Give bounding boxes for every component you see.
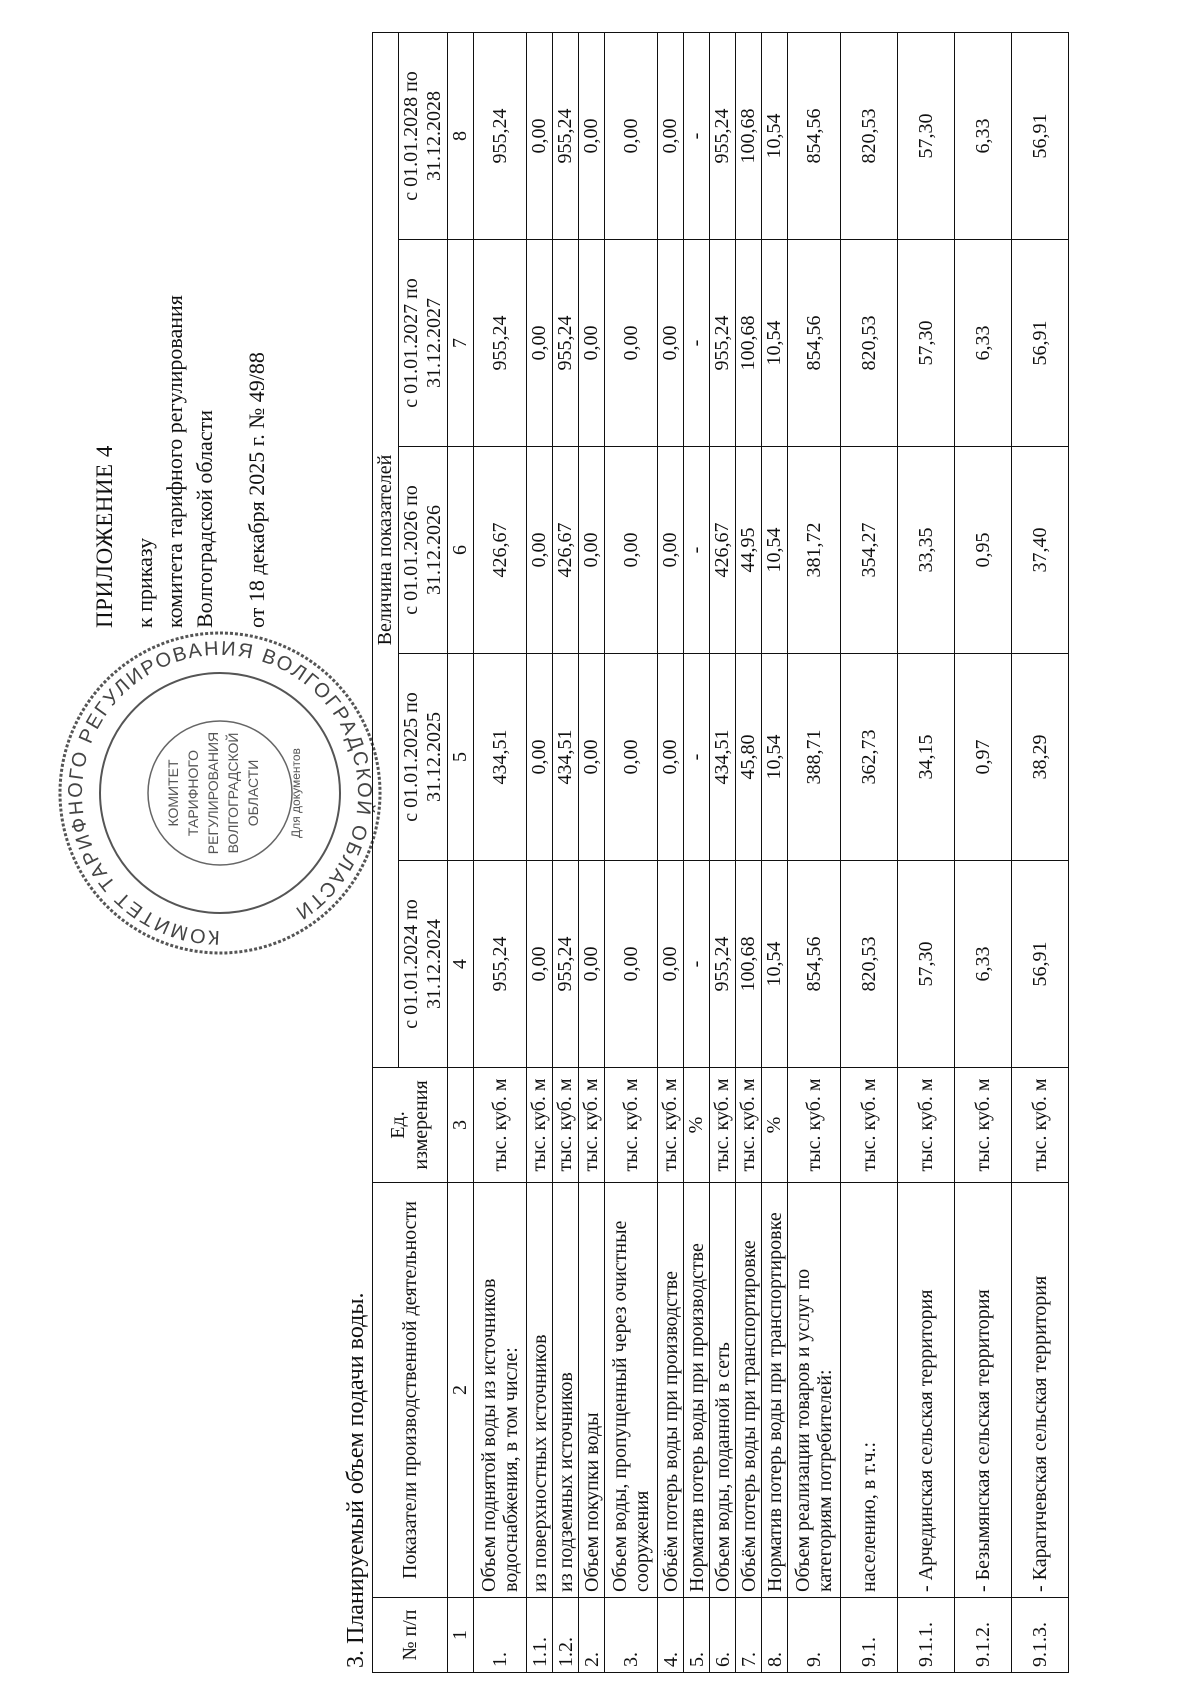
row-number: 9. xyxy=(788,1598,841,1673)
row-value: 426,67 xyxy=(553,447,579,654)
row-number: 9.1.2. xyxy=(955,1598,1012,1673)
document-header xyxy=(90,68,272,628)
row-value: 0,00 xyxy=(605,32,658,239)
row-indicator: Объем реализации товаров и услуг по категориям потребителей: xyxy=(788,1183,841,1598)
row-value: 10,54 xyxy=(762,32,788,239)
table-row xyxy=(841,32,898,1672)
row-indicator: из поверхностных источников xyxy=(527,1183,553,1598)
header-period-4: с 01.01.2027 по 31.12.2027 xyxy=(399,240,448,447)
seal-inner-4: ВОЛГОГРАДСКОЙ xyxy=(225,732,241,854)
col-number: 3 xyxy=(448,1068,474,1183)
row-value: 955,24 xyxy=(710,861,736,1068)
row-value: 57,30 xyxy=(898,861,955,1068)
row-number: 8. xyxy=(762,1598,788,1673)
row-value: 0,95 xyxy=(955,447,1012,654)
header-period-3: с 01.01.2026 по 31.12.2026 xyxy=(399,447,448,654)
row-value: 854,56 xyxy=(788,240,841,447)
row-value: 820,53 xyxy=(841,861,898,1068)
header-values-group: Величина показателей xyxy=(373,32,399,1067)
col-number: 1 xyxy=(448,1598,474,1673)
order-line-2: комитета тарифного регулирования xyxy=(162,295,187,628)
table-row xyxy=(527,32,553,1672)
row-value: 6,33 xyxy=(955,861,1012,1068)
table-row xyxy=(605,32,658,1672)
row-value: 33,35 xyxy=(898,447,955,654)
row-unit: тыс. куб. м xyxy=(527,1068,553,1183)
seal-inner-6: Для документов xyxy=(289,748,303,838)
row-value: 34,15 xyxy=(898,654,955,861)
row-number: 2. xyxy=(579,1598,605,1673)
header-indicator: Показатели производственной деятельности xyxy=(373,1183,448,1598)
row-value: 0,00 xyxy=(579,32,605,239)
row-value: 362,73 xyxy=(841,654,898,861)
row-value: 100,68 xyxy=(736,32,762,239)
row-value: 426,67 xyxy=(474,447,527,654)
row-value: 0,00 xyxy=(579,861,605,1068)
row-value: 0,00 xyxy=(527,447,553,654)
row-unit: тыс. куб. м xyxy=(658,1068,684,1183)
row-number: 1.1. xyxy=(527,1598,553,1673)
row-number: 3. xyxy=(605,1598,658,1673)
row-number: 5. xyxy=(684,1598,710,1673)
row-value: 955,24 xyxy=(553,32,579,239)
row-value: 854,56 xyxy=(788,32,841,239)
header-period-1: с 01.01.2024 по 31.12.2024 xyxy=(399,861,448,1068)
row-value: 388,71 xyxy=(788,654,841,861)
header-num: № п/п xyxy=(373,1598,448,1673)
row-value: 854,56 xyxy=(788,861,841,1068)
row-value: 955,24 xyxy=(553,861,579,1068)
row-indicator: - Арчединская сельская территория xyxy=(898,1183,955,1598)
row-unit: тыс. куб. м xyxy=(955,1068,1012,1183)
row-number: 7. xyxy=(736,1598,762,1673)
seal-inner-3: РЕГУЛИРОВАНИЯ xyxy=(205,731,221,855)
row-number: 4. xyxy=(658,1598,684,1673)
table-row xyxy=(898,32,955,1672)
row-value: 0,00 xyxy=(658,861,684,1068)
row-number: 1. xyxy=(474,1598,527,1673)
column-numbers-row xyxy=(448,32,474,1672)
header-period-2: с 01.01.2025 по 31.12.2025 xyxy=(399,654,448,861)
table-row xyxy=(684,32,710,1672)
row-value: 955,24 xyxy=(474,32,527,239)
row-value: 57,30 xyxy=(898,32,955,239)
row-value: 0,00 xyxy=(527,861,553,1068)
row-value: - xyxy=(684,32,710,239)
order-line-3: Волгоградской области xyxy=(192,410,217,628)
table-row xyxy=(788,32,841,1672)
col-number: 8 xyxy=(448,32,474,239)
col-number: 6 xyxy=(448,447,474,654)
row-value: 10,54 xyxy=(762,447,788,654)
row-value: 955,24 xyxy=(553,240,579,447)
seal-inner-2: ТАРИФНОГО xyxy=(185,749,201,837)
row-value: 56,91 xyxy=(1012,32,1069,239)
row-value: 100,68 xyxy=(736,861,762,1068)
row-unit: тыс. куб. м xyxy=(736,1068,762,1183)
row-value: 37,40 xyxy=(1012,447,1069,654)
row-unit: % xyxy=(762,1068,788,1183)
row-value: 0,00 xyxy=(579,447,605,654)
row-value: 955,24 xyxy=(710,240,736,447)
row-indicator: Объём потерь воды при производстве xyxy=(658,1183,684,1598)
row-value: 381,72 xyxy=(788,447,841,654)
row-value: 955,24 xyxy=(474,240,527,447)
row-value: 434,51 xyxy=(474,654,527,861)
row-value: 10,54 xyxy=(762,861,788,1068)
row-number: 9.1.3. xyxy=(1012,1598,1069,1673)
row-value: 0,00 xyxy=(605,447,658,654)
row-value: 434,51 xyxy=(710,654,736,861)
col-number: 4 xyxy=(448,861,474,1068)
header-row-1 xyxy=(373,32,399,1672)
row-indicator: Объем покупки воды xyxy=(579,1183,605,1598)
row-indicator: - Безымянская сельская территория xyxy=(955,1183,1012,1598)
row-value: 56,91 xyxy=(1012,240,1069,447)
row-value: 0,00 xyxy=(579,654,605,861)
row-value: 820,53 xyxy=(841,32,898,239)
row-number: 9.1.1. xyxy=(898,1598,955,1673)
table-row xyxy=(579,32,605,1672)
row-unit: тыс. куб. м xyxy=(605,1068,658,1183)
row-value: - xyxy=(684,447,710,654)
row-indicator: Объем воды, пропущенный через очистные сооружения xyxy=(605,1183,658,1598)
col-number: 7 xyxy=(448,240,474,447)
row-value: 0,00 xyxy=(527,32,553,239)
row-value: 0,00 xyxy=(605,861,658,1068)
table-row xyxy=(955,32,1012,1672)
row-unit: % xyxy=(684,1068,710,1183)
row-indicator: Норматив потерь воды при производстве xyxy=(684,1183,710,1598)
row-value: 0,00 xyxy=(527,240,553,447)
table-row xyxy=(736,32,762,1672)
row-value: 0,00 xyxy=(605,240,658,447)
table-row xyxy=(1012,32,1069,1672)
row-value: 0,00 xyxy=(579,240,605,447)
table-body xyxy=(474,32,1069,1672)
row-unit: тыс. куб. м xyxy=(898,1068,955,1183)
row-value: - xyxy=(684,861,710,1068)
table-row xyxy=(762,32,788,1672)
row-number: 9.1. xyxy=(841,1598,898,1673)
appendix-title: ПРИЛОЖЕНИЕ 4 xyxy=(92,445,117,628)
row-value: 6,33 xyxy=(955,240,1012,447)
row-value: 0,00 xyxy=(658,32,684,239)
row-unit: тыс. куб. м xyxy=(710,1068,736,1183)
seal-outer-text: КОМИТЕТ ТАРИФНОГО РЕГУЛИРОВАНИЯ ВОЛГОГРАДСКОЙ ОБЛАСТИ xyxy=(64,637,376,949)
table-row xyxy=(710,32,736,1672)
row-value: 0,97 xyxy=(955,654,1012,861)
row-number: 6. xyxy=(710,1598,736,1673)
row-value: 0,00 xyxy=(658,654,684,861)
row-unit: тыс. куб. м xyxy=(553,1068,579,1183)
row-value: 820,53 xyxy=(841,240,898,447)
row-value: 955,24 xyxy=(710,32,736,239)
row-value: 38,29 xyxy=(1012,654,1069,861)
row-value: 0,00 xyxy=(658,240,684,447)
row-value: 0,00 xyxy=(605,654,658,861)
header-unit: Ед. измерения xyxy=(373,1068,448,1183)
col-number: 2 xyxy=(448,1183,474,1598)
row-value: - xyxy=(684,240,710,447)
row-indicator: - Карагичевская сельская территория xyxy=(1012,1183,1069,1598)
table-row xyxy=(474,32,527,1672)
row-value: 6,33 xyxy=(955,32,1012,239)
row-value: 434,51 xyxy=(553,654,579,861)
row-unit: тыс. куб. м xyxy=(579,1068,605,1183)
order-line-1: к приказу xyxy=(132,537,157,628)
col-number: 5 xyxy=(448,654,474,861)
row-value: 45,80 xyxy=(736,654,762,861)
seal-graphic xyxy=(50,623,390,963)
row-indicator: Объём потерь воды при транспортировке xyxy=(736,1183,762,1598)
row-number: 1.2. xyxy=(553,1598,579,1673)
official-seal xyxy=(50,623,390,963)
row-unit: тыс. куб. м xyxy=(474,1068,527,1183)
seal-inner-5: ОБЛАСТИ xyxy=(245,759,261,827)
row-value: 56,91 xyxy=(1012,861,1069,1068)
header-period-5: с 01.01.2028 по 31.12.2028 xyxy=(399,32,448,239)
row-value: 426,67 xyxy=(710,447,736,654)
row-unit: тыс. куб. м xyxy=(841,1068,898,1183)
row-value: 354,27 xyxy=(841,447,898,654)
section-title: 3. Планируемый объем подачи воды. xyxy=(343,1292,369,1668)
row-value: - xyxy=(684,654,710,861)
table-row xyxy=(553,32,579,1672)
water-supply-table xyxy=(372,32,1069,1673)
row-value: 0,00 xyxy=(658,447,684,654)
table-row xyxy=(658,32,684,1672)
row-value: 0,00 xyxy=(527,654,553,861)
order-date: от 18 декабря 2025 г. № 49/88 xyxy=(244,352,269,628)
row-indicator: населению, в т.ч.: xyxy=(841,1183,898,1598)
row-unit: тыс. куб. м xyxy=(788,1068,841,1183)
row-unit: тыс. куб. м xyxy=(1012,1068,1069,1183)
row-value: 10,54 xyxy=(762,240,788,447)
row-indicator: Объем поднятой воды из источников водоснабжения, в том числе: xyxy=(474,1183,527,1598)
seal-inner-1: КОМИТЕТ xyxy=(165,759,181,827)
row-indicator: Норматив потерь воды при транспортировке xyxy=(762,1183,788,1598)
row-value: 57,30 xyxy=(898,240,955,447)
row-value: 955,24 xyxy=(474,861,527,1068)
row-indicator: из подземных источников xyxy=(553,1183,579,1598)
row-value: 100,68 xyxy=(736,240,762,447)
row-value: 44,95 xyxy=(736,447,762,654)
row-value: 10,54 xyxy=(762,654,788,861)
row-indicator: Объем воды, поданной в сеть xyxy=(710,1183,736,1598)
